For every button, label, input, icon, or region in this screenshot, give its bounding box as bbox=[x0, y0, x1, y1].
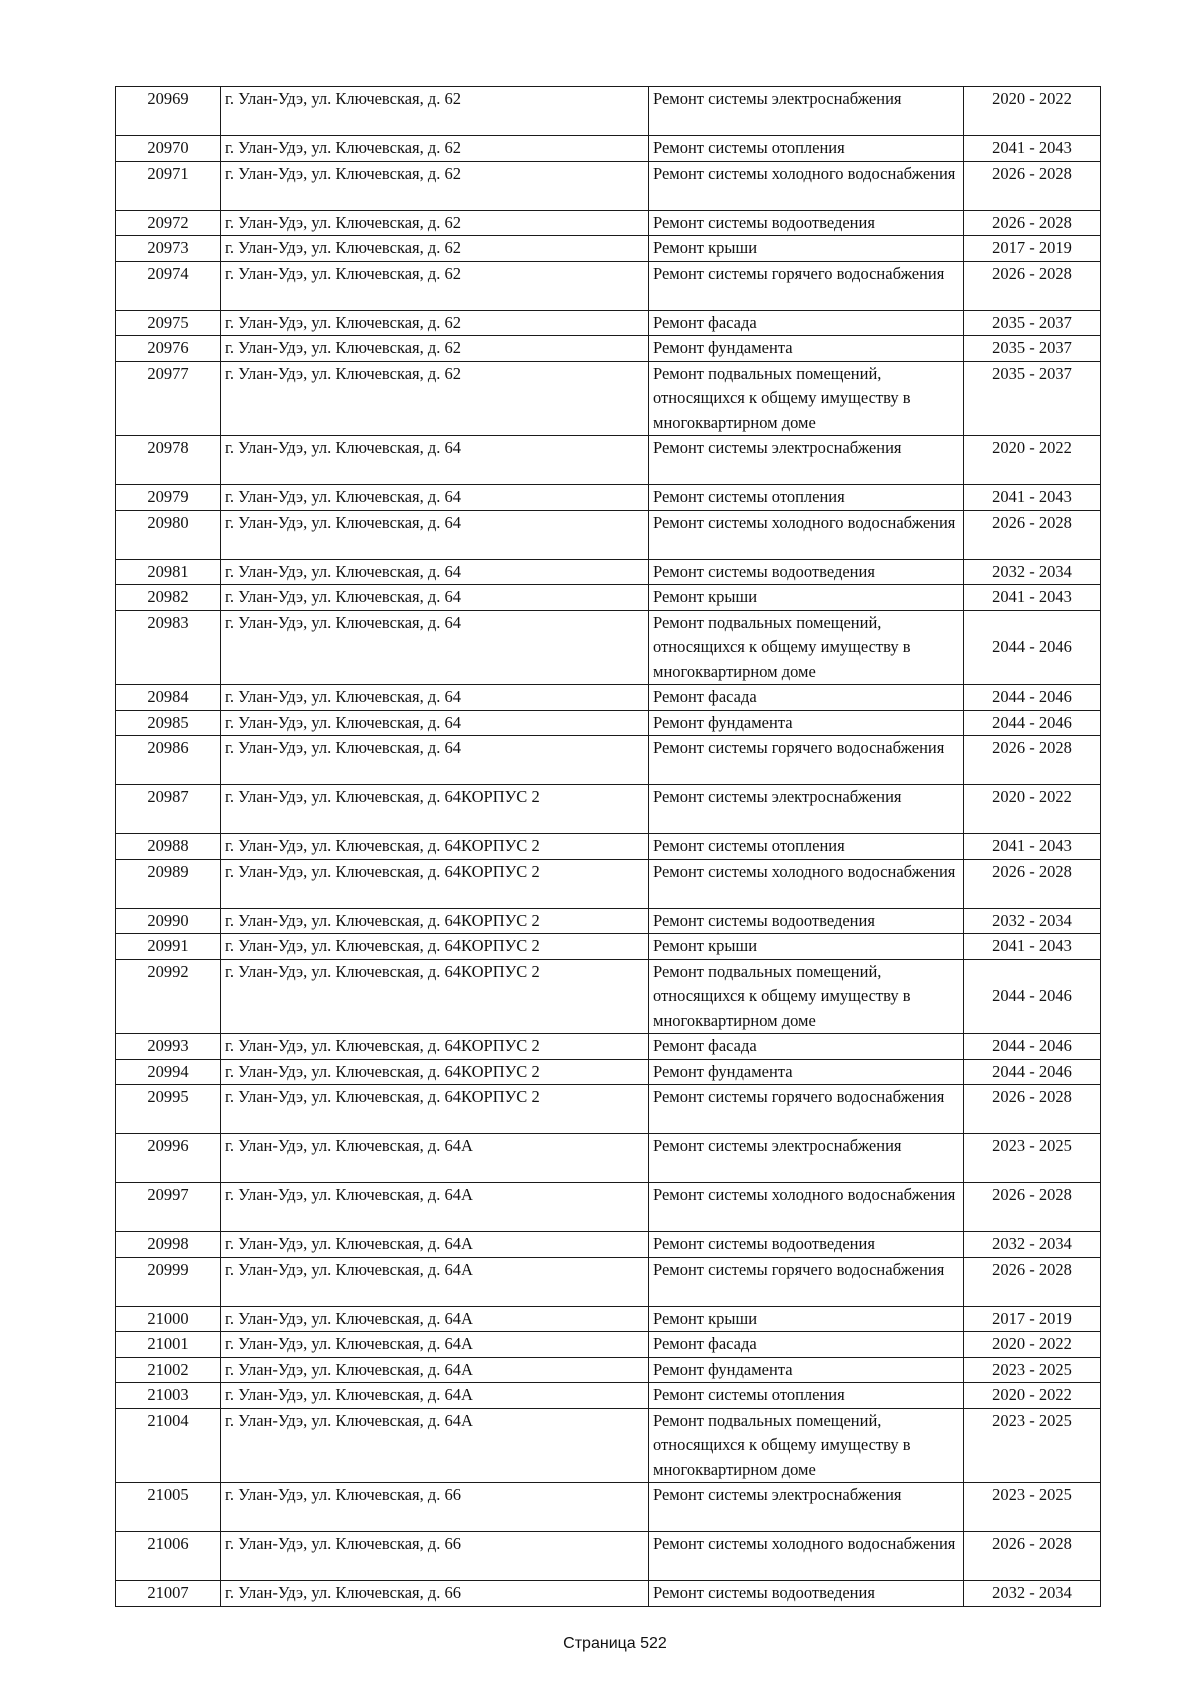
table-row bbox=[116, 261, 1101, 310]
address-cell: г. Улан-Удэ, ул. Ключевская, д. 62 bbox=[221, 210, 649, 236]
table-row bbox=[116, 1085, 1101, 1134]
table-row bbox=[116, 1134, 1101, 1183]
row-number-cell: 20978 bbox=[116, 436, 221, 485]
capital-repair-table bbox=[115, 86, 1101, 1607]
table-row bbox=[116, 1257, 1101, 1306]
work-type-cell: Ремонт системы водоотведения bbox=[649, 908, 964, 934]
row-number-cell: 20972 bbox=[116, 210, 221, 236]
table-row bbox=[116, 510, 1101, 559]
address-cell: г. Улан-Удэ, ул. Ключевская, д. 64 bbox=[221, 585, 649, 611]
table-row bbox=[116, 1581, 1101, 1607]
period-cell: 2044 - 2046 bbox=[964, 1034, 1101, 1060]
work-type-cell: Ремонт системы горячего водоснабжения bbox=[649, 736, 964, 785]
address-cell: г. Улан-Удэ, ул. Ключевская, д. 64КОРПУС 2 bbox=[221, 959, 649, 1034]
address-cell: г. Улан-Удэ, ул. Ключевская, д. 64 bbox=[221, 710, 649, 736]
table-row bbox=[116, 1059, 1101, 1085]
period-cell: 2032 - 2034 bbox=[964, 1581, 1101, 1607]
table-row bbox=[116, 1483, 1101, 1532]
work-type-cell: Ремонт фасада bbox=[649, 310, 964, 336]
table-row bbox=[116, 959, 1101, 1034]
address-cell: г. Улан-Удэ, ул. Ключевская, д. 64КОРПУС 2 bbox=[221, 785, 649, 834]
row-number-cell: 20995 bbox=[116, 1085, 221, 1134]
row-number-cell: 20986 bbox=[116, 736, 221, 785]
period-cell: 2020 - 2022 bbox=[964, 785, 1101, 834]
table-row bbox=[116, 559, 1101, 585]
table-row bbox=[116, 685, 1101, 711]
work-type-cell: Ремонт системы холодного водоснабжения bbox=[649, 1532, 964, 1581]
address-cell: г. Улан-Удэ, ул. Ключевская, д. 64 bbox=[221, 485, 649, 511]
address-cell: г. Улан-Удэ, ул. Ключевская, д. 64А bbox=[221, 1383, 649, 1409]
row-number-cell: 20990 bbox=[116, 908, 221, 934]
row-number-cell: 20987 bbox=[116, 785, 221, 834]
address-cell: г. Улан-Удэ, ул. Ключевская, д. 62 bbox=[221, 87, 649, 136]
table-body bbox=[116, 87, 1101, 1607]
address-cell: г. Улан-Удэ, ул. Ключевская, д. 64КОРПУС 2 bbox=[221, 1059, 649, 1085]
period-cell: 2041 - 2043 bbox=[964, 136, 1101, 162]
work-type-cell: Ремонт системы отопления bbox=[649, 136, 964, 162]
period-cell: 2020 - 2022 bbox=[964, 1332, 1101, 1358]
table-row bbox=[116, 336, 1101, 362]
period-cell: 2026 - 2028 bbox=[964, 859, 1101, 908]
address-cell: г. Улан-Удэ, ул. Ключевская, д. 64А bbox=[221, 1306, 649, 1332]
address-cell: г. Улан-Удэ, ул. Ключевская, д. 64А bbox=[221, 1408, 649, 1483]
row-number-cell: 21007 bbox=[116, 1581, 221, 1607]
address-cell: г. Улан-Удэ, ул. Ключевская, д. 64КОРПУС 2 bbox=[221, 934, 649, 960]
period-cell: 2026 - 2028 bbox=[964, 1532, 1101, 1581]
table-row bbox=[116, 361, 1101, 436]
period-cell: 2017 - 2019 bbox=[964, 236, 1101, 262]
row-number-cell: 20999 bbox=[116, 1257, 221, 1306]
table-row bbox=[116, 136, 1101, 162]
period-cell: 2023 - 2025 bbox=[964, 1483, 1101, 1532]
period-cell: 2032 - 2034 bbox=[964, 908, 1101, 934]
address-cell: г. Улан-Удэ, ул. Ключевская, д. 62 bbox=[221, 361, 649, 436]
period-cell: 2023 - 2025 bbox=[964, 1134, 1101, 1183]
work-type-cell: Ремонт системы отопления bbox=[649, 834, 964, 860]
period-cell: 2026 - 2028 bbox=[964, 261, 1101, 310]
work-type-cell: Ремонт фундамента bbox=[649, 336, 964, 362]
work-type-cell: Ремонт системы водоотведения bbox=[649, 1581, 964, 1607]
period-cell: 2041 - 2043 bbox=[964, 485, 1101, 511]
period-cell: 2020 - 2022 bbox=[964, 87, 1101, 136]
address-cell: г. Улан-Удэ, ул. Ключевская, д. 64КОРПУС 2 bbox=[221, 1034, 649, 1060]
row-number-cell: 20988 bbox=[116, 834, 221, 860]
work-type-cell: Ремонт крыши bbox=[649, 236, 964, 262]
period-cell: 2035 - 2037 bbox=[964, 336, 1101, 362]
table-row bbox=[116, 161, 1101, 210]
work-type-cell: Ремонт подвальных помещений, относящихся к общему имуществу в многоквартирном доме bbox=[649, 610, 964, 685]
work-type-cell: Ремонт системы горячего водоснабжения bbox=[649, 1085, 964, 1134]
table-row bbox=[116, 908, 1101, 934]
period-cell: 2023 - 2025 bbox=[964, 1408, 1101, 1483]
work-type-cell: Ремонт фасада bbox=[649, 685, 964, 711]
row-number-cell: 21001 bbox=[116, 1332, 221, 1358]
period-cell: 2044 - 2046 bbox=[964, 610, 1101, 685]
period-cell: 2035 - 2037 bbox=[964, 310, 1101, 336]
period-cell: 2044 - 2046 bbox=[964, 1059, 1101, 1085]
work-type-cell: Ремонт фасада bbox=[649, 1034, 964, 1060]
work-type-cell: Ремонт крыши bbox=[649, 585, 964, 611]
table-row bbox=[116, 785, 1101, 834]
address-cell: г. Улан-Удэ, ул. Ключевская, д. 62 bbox=[221, 310, 649, 336]
address-cell: г. Улан-Удэ, ул. Ключевская, д. 62 bbox=[221, 261, 649, 310]
table-row bbox=[116, 610, 1101, 685]
work-type-cell: Ремонт подвальных помещений, относящихся к общему имуществу в многоквартирном доме bbox=[649, 959, 964, 1034]
address-cell: г. Улан-Удэ, ул. Ключевская, д. 62 bbox=[221, 336, 649, 362]
row-number-cell: 20994 bbox=[116, 1059, 221, 1085]
page-number: Страница 522 bbox=[563, 1635, 667, 1652]
row-number-cell: 21004 bbox=[116, 1408, 221, 1483]
row-number-cell: 20997 bbox=[116, 1183, 221, 1232]
table-row bbox=[116, 1306, 1101, 1332]
work-type-cell: Ремонт системы водоотведения bbox=[649, 210, 964, 236]
work-type-cell: Ремонт системы электроснабжения bbox=[649, 1134, 964, 1183]
work-type-cell: Ремонт системы водоотведения bbox=[649, 559, 964, 585]
row-number-cell: 20989 bbox=[116, 859, 221, 908]
work-type-cell: Ремонт системы электроснабжения bbox=[649, 1483, 964, 1532]
row-number-cell: 20979 bbox=[116, 485, 221, 511]
period-cell: 2044 - 2046 bbox=[964, 685, 1101, 711]
row-number-cell: 20993 bbox=[116, 1034, 221, 1060]
period-cell: 2020 - 2022 bbox=[964, 436, 1101, 485]
row-number-cell: 20998 bbox=[116, 1232, 221, 1258]
work-type-cell: Ремонт системы холодного водоснабжения bbox=[649, 1183, 964, 1232]
address-cell: г. Улан-Удэ, ул. Ключевская, д. 64А bbox=[221, 1257, 649, 1306]
row-number-cell: 20969 bbox=[116, 87, 221, 136]
address-cell: г. Улан-Удэ, ул. Ключевская, д. 66 bbox=[221, 1581, 649, 1607]
row-number-cell: 20974 bbox=[116, 261, 221, 310]
period-cell: 2026 - 2028 bbox=[964, 161, 1101, 210]
work-type-cell: Ремонт системы холодного водоснабжения bbox=[649, 161, 964, 210]
row-number-cell: 20980 bbox=[116, 510, 221, 559]
period-cell: 2026 - 2028 bbox=[964, 1183, 1101, 1232]
row-number-cell: 21000 bbox=[116, 1306, 221, 1332]
address-cell: г. Улан-Удэ, ул. Ключевская, д. 64КОРПУС 2 bbox=[221, 859, 649, 908]
table-row bbox=[116, 736, 1101, 785]
period-cell: 2041 - 2043 bbox=[964, 834, 1101, 860]
address-cell: г. Улан-Удэ, ул. Ключевская, д. 64А bbox=[221, 1183, 649, 1232]
period-cell: 2026 - 2028 bbox=[964, 1257, 1101, 1306]
row-number-cell: 21006 bbox=[116, 1532, 221, 1581]
table-row bbox=[116, 485, 1101, 511]
row-number-cell: 20982 bbox=[116, 585, 221, 611]
address-cell: г. Улан-Удэ, ул. Ключевская, д. 62 bbox=[221, 136, 649, 162]
address-cell: г. Улан-Удэ, ул. Ключевская, д. 64А bbox=[221, 1232, 649, 1258]
period-cell: 2032 - 2034 bbox=[964, 559, 1101, 585]
row-number-cell: 21005 bbox=[116, 1483, 221, 1532]
period-cell: 2044 - 2046 bbox=[964, 710, 1101, 736]
period-cell: 2041 - 2043 bbox=[964, 934, 1101, 960]
row-number-cell: 20976 bbox=[116, 336, 221, 362]
period-cell: 2026 - 2028 bbox=[964, 1085, 1101, 1134]
address-cell: г. Улан-Удэ, ул. Ключевская, д. 64А bbox=[221, 1134, 649, 1183]
row-number-cell: 20970 bbox=[116, 136, 221, 162]
row-number-cell: 20983 bbox=[116, 610, 221, 685]
address-cell: г. Улан-Удэ, ул. Ключевская, д. 64 bbox=[221, 736, 649, 785]
table-row bbox=[116, 1357, 1101, 1383]
work-type-cell: Ремонт фундамента bbox=[649, 710, 964, 736]
address-cell: г. Улан-Удэ, ул. Ключевская, д. 64 bbox=[221, 559, 649, 585]
row-number-cell: 20985 bbox=[116, 710, 221, 736]
period-cell: 2026 - 2028 bbox=[964, 210, 1101, 236]
address-cell: г. Улан-Удэ, ул. Ключевская, д. 64А bbox=[221, 1357, 649, 1383]
work-type-cell: Ремонт подвальных помещений, относящихся к общему имуществу в многоквартирном доме bbox=[649, 1408, 964, 1483]
address-cell: г. Улан-Удэ, ул. Ключевская, д. 64КОРПУС 2 bbox=[221, 1085, 649, 1134]
period-cell: 2044 - 2046 bbox=[964, 959, 1101, 1034]
work-type-cell: Ремонт фундамента bbox=[649, 1357, 964, 1383]
period-cell: 2035 - 2037 bbox=[964, 361, 1101, 436]
table-row bbox=[116, 1383, 1101, 1409]
row-number-cell: 20996 bbox=[116, 1134, 221, 1183]
row-number-cell: 20981 bbox=[116, 559, 221, 585]
work-type-cell: Ремонт системы горячего водоснабжения bbox=[649, 1257, 964, 1306]
table-row bbox=[116, 236, 1101, 262]
row-number-cell: 20977 bbox=[116, 361, 221, 436]
work-type-cell: Ремонт системы холодного водоснабжения bbox=[649, 510, 964, 559]
row-number-cell: 21003 bbox=[116, 1383, 221, 1409]
table-row bbox=[116, 210, 1101, 236]
work-type-cell: Ремонт системы электроснабжения bbox=[649, 436, 964, 485]
work-type-cell: Ремонт системы отопления bbox=[649, 485, 964, 511]
table-row bbox=[116, 1183, 1101, 1232]
work-type-cell: Ремонт фундамента bbox=[649, 1059, 964, 1085]
table-row bbox=[116, 1232, 1101, 1258]
row-number-cell: 20992 bbox=[116, 959, 221, 1034]
work-type-cell: Ремонт системы холодного водоснабжения bbox=[649, 859, 964, 908]
address-cell: г. Улан-Удэ, ул. Ключевская, д. 64 bbox=[221, 510, 649, 559]
table-row bbox=[116, 1034, 1101, 1060]
work-type-cell: Ремонт системы электроснабжения bbox=[649, 87, 964, 136]
table-row bbox=[116, 834, 1101, 860]
address-cell: г. Улан-Удэ, ул. Ключевская, д. 62 bbox=[221, 236, 649, 262]
row-number-cell: 20973 bbox=[116, 236, 221, 262]
address-cell: г. Улан-Удэ, ул. Ключевская, д. 66 bbox=[221, 1532, 649, 1581]
work-type-cell: Ремонт системы электроснабжения bbox=[649, 785, 964, 834]
table-row bbox=[116, 87, 1101, 136]
work-type-cell: Ремонт системы водоотведения bbox=[649, 1232, 964, 1258]
period-cell: 2020 - 2022 bbox=[964, 1383, 1101, 1409]
table-row bbox=[116, 1532, 1101, 1581]
table-row bbox=[116, 436, 1101, 485]
address-cell: г. Улан-Удэ, ул. Ключевская, д. 64КОРПУС 2 bbox=[221, 834, 649, 860]
period-cell: 2026 - 2028 bbox=[964, 736, 1101, 785]
work-type-cell: Ремонт системы горячего водоснабжения bbox=[649, 261, 964, 310]
table-row bbox=[116, 1332, 1101, 1358]
address-cell: г. Улан-Удэ, ул. Ключевская, д. 64КОРПУС 2 bbox=[221, 908, 649, 934]
row-number-cell: 20991 bbox=[116, 934, 221, 960]
period-cell: 2041 - 2043 bbox=[964, 585, 1101, 611]
work-type-cell: Ремонт фасада bbox=[649, 1332, 964, 1358]
period-cell: 2032 - 2034 bbox=[964, 1232, 1101, 1258]
table-row bbox=[116, 310, 1101, 336]
table-row bbox=[116, 585, 1101, 611]
address-cell: г. Улан-Удэ, ул. Ключевская, д. 64А bbox=[221, 1332, 649, 1358]
row-number-cell: 21002 bbox=[116, 1357, 221, 1383]
table-row bbox=[116, 859, 1101, 908]
period-cell: 2023 - 2025 bbox=[964, 1357, 1101, 1383]
work-type-cell: Ремонт подвальных помещений, относящихся к общему имуществу в многоквартирном доме bbox=[649, 361, 964, 436]
period-cell: 2017 - 2019 bbox=[964, 1306, 1101, 1332]
work-type-cell: Ремонт крыши bbox=[649, 1306, 964, 1332]
address-cell: г. Улан-Удэ, ул. Ключевская, д. 64 bbox=[221, 685, 649, 711]
table-row bbox=[116, 710, 1101, 736]
row-number-cell: 20975 bbox=[116, 310, 221, 336]
address-cell: г. Улан-Удэ, ул. Ключевская, д. 66 bbox=[221, 1483, 649, 1532]
table-row bbox=[116, 1408, 1101, 1483]
work-type-cell: Ремонт системы отопления bbox=[649, 1383, 964, 1409]
row-number-cell: 20984 bbox=[116, 685, 221, 711]
period-cell: 2026 - 2028 bbox=[964, 510, 1101, 559]
table-row bbox=[116, 934, 1101, 960]
address-cell: г. Улан-Удэ, ул. Ключевская, д. 62 bbox=[221, 161, 649, 210]
work-type-cell: Ремонт крыши bbox=[649, 934, 964, 960]
address-cell: г. Улан-Удэ, ул. Ключевская, д. 64 bbox=[221, 610, 649, 685]
address-cell: г. Улан-Удэ, ул. Ключевская, д. 64 bbox=[221, 436, 649, 485]
row-number-cell: 20971 bbox=[116, 161, 221, 210]
